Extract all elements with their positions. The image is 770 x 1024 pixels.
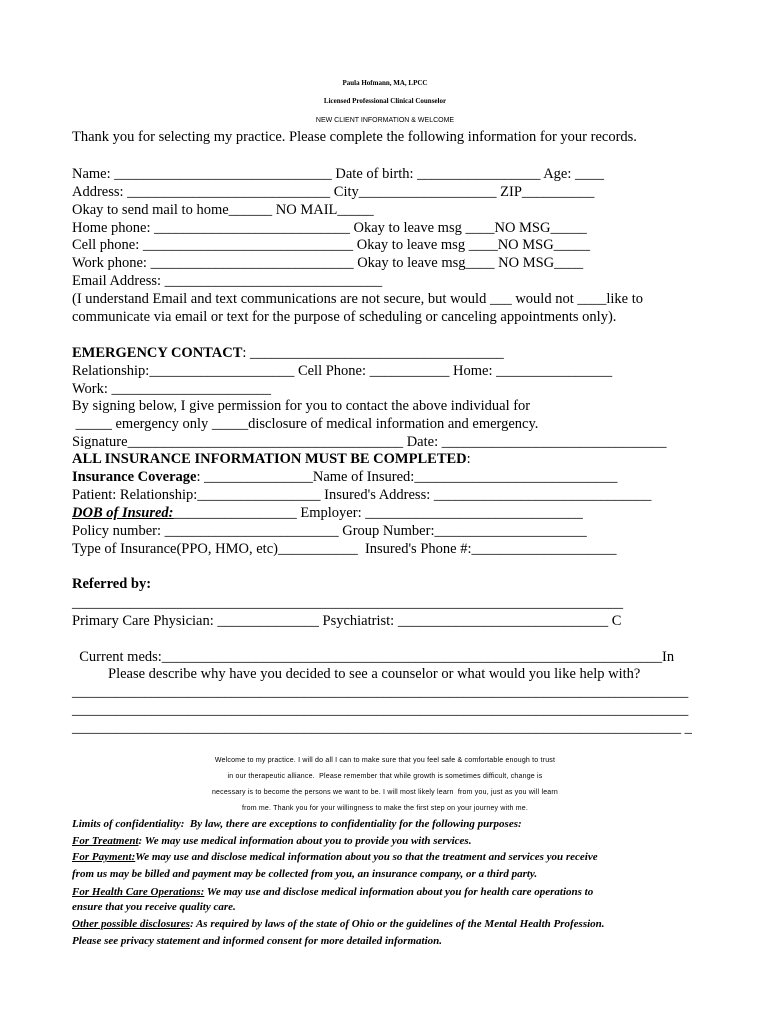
form-subtitle: NEW CLIENT INFORMATION & WELCOME [315,117,455,124]
dob-insured-label: DOB of Insured: [72,505,174,521]
payment-disclosure-cont: from us may be billed and payment may be collected from you, an insurance company, or a third party. [72,868,538,880]
answer-line[interactable]: _____________________________________________________________________________________ [72,684,689,700]
operations-disclosure: For Health Care Operations: We may use and disclose medical information about you for health care operations to [72,886,594,898]
intro-text: Thank you for selecting my practice. Please complete the following information for your records. [72,129,637,145]
insurance-coverage-label: Insurance Coverage [72,469,197,485]
permission-options-field[interactable]: _____ emergency only _____disclosure of medical information and emergency. [72,416,539,432]
payment-disclosure: For Payment:We may use and disclose medical information about you so that the treatment and services you receive [72,851,598,863]
policy-group-field[interactable]: Policy number: ________________________ Group Number:_____________________ [72,523,587,539]
email-field[interactable]: Email Address: ______________________________ [72,273,383,289]
patient-relationship-field[interactable]: Patient: Relationship:_________________ Insured's Address: ______________________________ [72,487,652,503]
dob-insured-field[interactable]: DOB of Insured:_________________ Employer: ______________________________ [72,505,583,521]
answer-line[interactable]: _____________________________________________________________________________________ [72,702,689,718]
emergency-work-field[interactable]: Work: ______________________ [72,381,272,397]
counselor-name: Paula Hofmann, MA, LPCC [342,79,428,87]
communication-consent-line-1[interactable]: (I understand Email and text communications are not secure, but would ___ would not ____like to [72,291,644,307]
welcome-line: necessary is to become the persons we want to be. I will most likely learn from you, just as you will learn [211,789,559,796]
work-phone-field[interactable]: Work phone: ____________________________ Okay to leave msg____ NO MSG____ [72,255,584,271]
insurance-heading: ALL INSURANCE INFORMATION MUST BE COMPLETED: [72,451,471,467]
current-meds-field[interactable]: Current meds:_____________________________________________________________________In [72,649,675,665]
insurance-coverage-field[interactable]: Insurance Coverage: _______________Name of Insured:____________________________ [72,469,618,485]
counselor-title: Licensed Professional Clinical Counselor [323,97,447,105]
home-phone-field[interactable]: Home phone: ___________________________ Okay to leave msg ____NO MSG_____ [72,220,587,236]
answer-line[interactable]: ____________________________________________________________________________________ _ [72,720,692,736]
name-dob-age-field[interactable]: Name: ______________________________ Date of birth: _________________ Age: ____ [72,166,605,182]
counseling-reason-question: Please describe why have you decided to see a counselor or what would you like help with? [108,666,641,682]
signature-date-field[interactable]: Signature______________________________________ Date: _______________________________ [72,434,667,450]
emergency-relationship-phones-field[interactable]: Relationship:____________________ Cell Phone: ___________ Home: ________________ [72,363,613,379]
privacy-statement-note: Please see privacy statement and informed consent for more detailed information. [72,935,442,947]
referred-by-heading: Referred by: [72,576,152,592]
welcome-line: in our therapeutic alliance. Please remember that while growth is sometimes difficult, change is [227,773,543,780]
referred-by-field[interactable]: ____________________________________________________________________________ [72,595,623,611]
cell-phone-field[interactable]: Cell phone: _____________________________ Okay to leave msg ____NO MSG_____ [72,237,590,253]
permission-text: By signing below, I give permission for you to contact the above individual for [72,398,531,414]
emergency-contact-field[interactable]: EMERGENCY CONTACT: ___________________________________ [72,345,504,361]
welcome-line: from me. Thank you for your willingness to make the first step on your journey with me. [241,805,529,812]
limits-of-confidentiality: Limits of confidentiality: By law, there are exceptions to confidentiality for the following purposes: [72,818,522,830]
physicians-field[interactable]: Primary Care Physician: ______________ Psychiatrist: _____________________________ C [72,613,622,629]
treatment-disclosure: For Treatment: We may use medical information about you to provide you with services. [72,835,472,847]
other-disclosures: Other possible disclosures: As required by laws of the state of Ohio or the guidelines of the Mental Health Profession. [72,918,605,930]
communication-consent-line-2: communicate via email or text for the purpose of scheduling or canceling appointments only). [72,309,617,325]
emergency-contact-label: EMERGENCY CONTACT [72,345,243,361]
welcome-line: Welcome to my practice. I will do all I can to make sure that you feel safe & comfortable enough to trust [214,757,556,764]
address-city-zip-field[interactable]: Address: ____________________________ City___________________ ZIP__________ [72,184,595,200]
insurance-type-phone-field[interactable]: Type of Insurance(PPO, HMO, etc)___________ Insured's Phone #:____________________ [72,541,617,557]
mail-preference-field[interactable]: Okay to send mail to home______ NO MAIL_____ [72,202,374,218]
operations-disclosure-cont: ensure that you receive quality care. [72,901,236,913]
